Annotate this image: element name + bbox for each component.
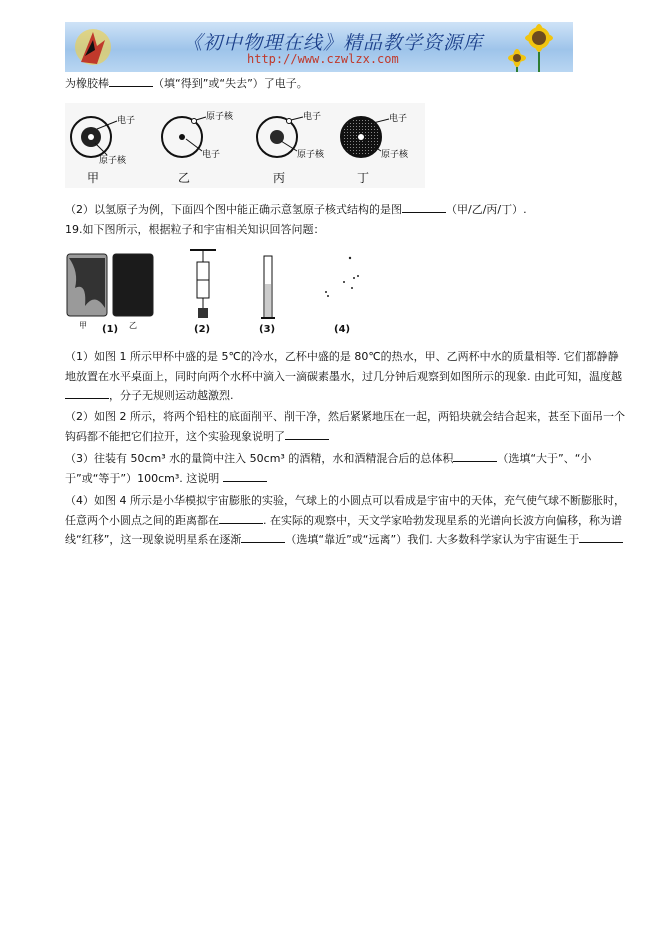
svg-text:原子核: 原子核 (206, 112, 234, 122)
question-19-part-4: （4）如图 4 所示是小华模拟宇宙膨胀的实验，气球上的小圆点可以看成是宇宙中的天体，充气使气球不断膨胀时，任意两个小圆点之间的距离都在 . 在实际的观察中，天文学家哈勃发现星系的光谱向长波方向偏移，称为谱线“红移”，这一现象说明星系在逐渐 （选填“靠近”或“远离”）我们. 大多数科学家认为宇宙诞生于 (65, 494, 625, 546)
question-19-part-2: （2）如图 2 所示，将两个铅柱的底面削平、削干净，然后紧紧地压在一起，两铅块就会结合起来，甚至下面吊一个钩码都不能把它们拉开，这个实验现象说明了 (65, 410, 625, 443)
svg-text:电子: 电子 (389, 114, 408, 124)
atom-label-jia: 甲 (86, 171, 99, 185)
atom-diagram-yi (158, 107, 238, 167)
answer-blank (285, 429, 329, 440)
answer-blank (453, 451, 497, 462)
fig2-lead-cylinders (188, 248, 218, 336)
answer-blank (219, 513, 263, 524)
banner-url: http://www.czwlzx.com (247, 52, 399, 66)
banner-title: 《初中物理在线》精品教学资源库 (183, 32, 484, 54)
question-19-part-1: （1）如图 1 所示甲杯中盛的是 5℃的冷水，乙杯中盛的是 80℃的热水，甲、乙两杯中水的质量相等. 它们都静静地放置在水平桌面上，同时向两个水杯中滴入一滴碳素墨水，过几分钟后观察到如图所示的现象. 由此可知，温度越，分子无规则运动越激烈. (65, 350, 622, 402)
answer-blank (109, 76, 153, 87)
svg-text:原子核: 原子核 (297, 150, 325, 160)
sunflower-icon (499, 24, 569, 72)
atom-diagram-bing (253, 107, 333, 167)
svg-text:电子: 电子 (202, 150, 221, 160)
svg-text:电子: 电子 (303, 112, 322, 122)
atom-label-bing: 丙 (272, 171, 285, 185)
logo-icon (71, 26, 115, 68)
atom-label-ding: 丁 (356, 171, 369, 185)
svg-text:乙: 乙 (129, 321, 137, 330)
header-banner (65, 22, 573, 72)
svg-text:原子核: 原子核 (99, 156, 127, 166)
atom-diagram-jia (67, 107, 147, 167)
question-2: （2）以氢原子为例，下面四个图中能正确示意氢原子核式结构的是图 （甲/乙/丙/丁）. (65, 203, 527, 216)
fig3-measuring-cylinder (258, 248, 278, 336)
answer-blank (402, 202, 446, 213)
svg-text:原子核: 原子核 (381, 150, 409, 160)
svg-text:甲: 甲 (79, 321, 87, 330)
atom-diagram-ding (337, 107, 417, 167)
answer-blank (65, 388, 109, 399)
svg-text:电子: 电子 (117, 116, 136, 126)
fig-caption-4: (4) (334, 324, 351, 335)
fig-caption-3: (3) (259, 324, 276, 335)
fig-caption-2: (2) (194, 324, 211, 335)
question-line: 为橡胶棒 （填“得到”或“失去”）了电子。 (65, 77, 308, 90)
fig1-beakers (65, 248, 157, 336)
answer-blank (223, 471, 267, 482)
fig4-balloon-dots (318, 248, 368, 336)
fig-caption-1: (1) (102, 324, 119, 335)
answer-blank (241, 532, 285, 543)
atom-diagrams (65, 103, 425, 188)
atom-label-yi: 乙 (177, 171, 190, 185)
question-19-part-3: （3）往装有 50cm³ 水的量筒中注入 50cm³ 的酒精，水和酒精混合后的总体积 （选填“大于”、“小于”或“等于”）100cm³. 这说明 (65, 452, 592, 485)
question-19-title: 19.如下图所示，根据粒子和宇宙相关知识回答问题： (65, 223, 325, 236)
answer-blank (579, 532, 623, 543)
